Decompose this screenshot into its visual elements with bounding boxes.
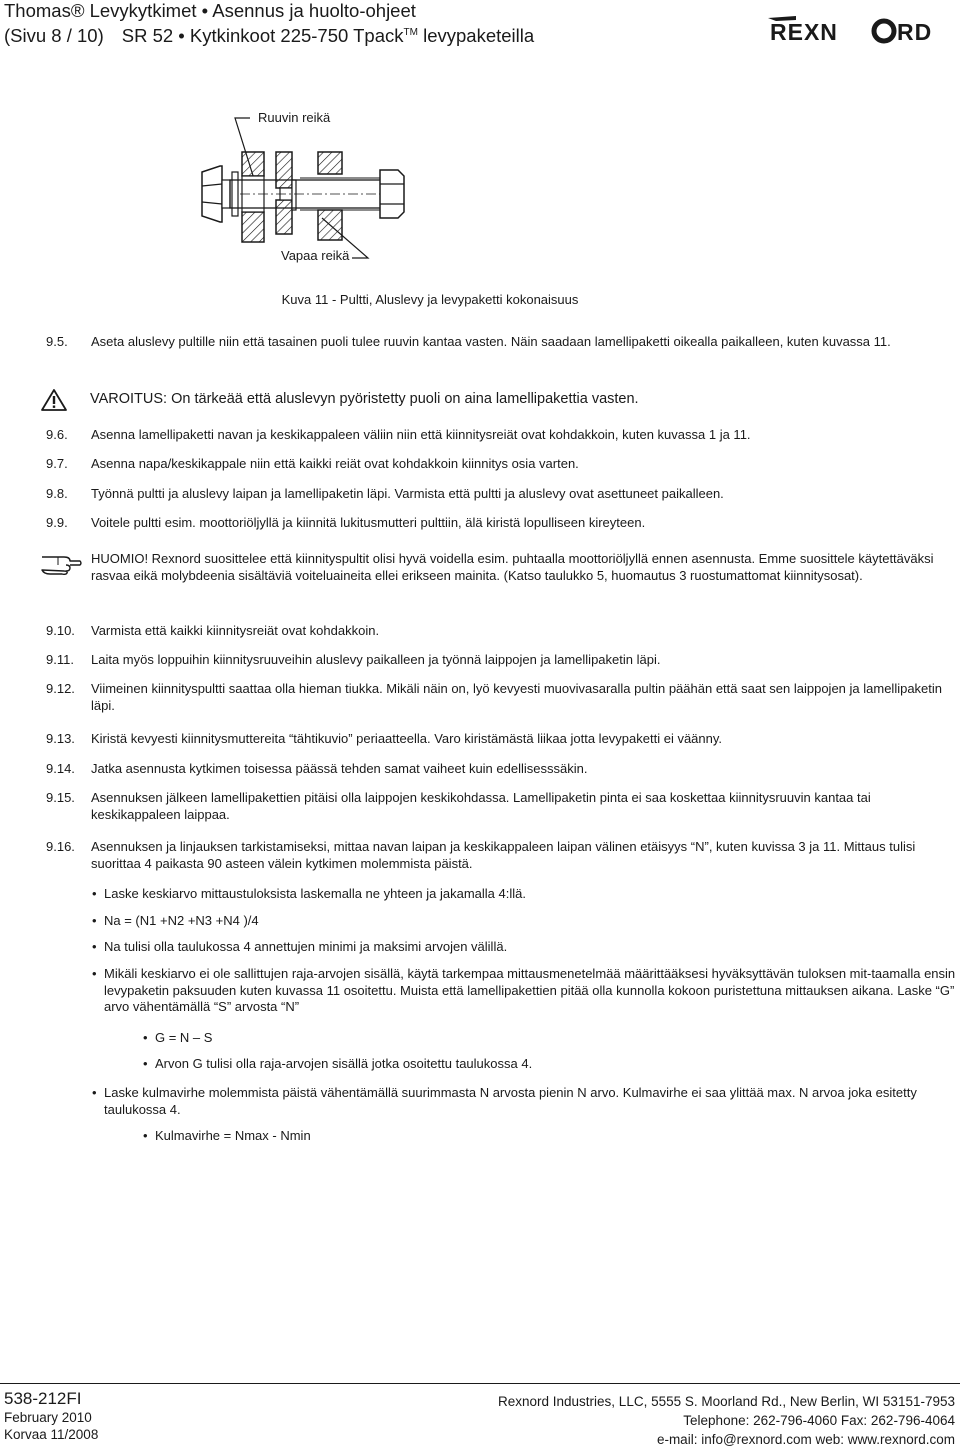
bullet-text: Laske kulmavirhe molemmista päistä vähentämällä suurimmasta N arvosta pienin N arvo. Kulmavirhe ei saa ylittää max. N arvoa joka esitetty taulukossa 4. [104, 1085, 917, 1117]
bullet-dot-icon: • [92, 913, 97, 928]
bullet-dot-icon: • [143, 1056, 148, 1071]
step-text: Asennuksen ja linjauksen tarkistamiseksi, mittaa navan laipan ja keskikappaleen laipan välinen etäisyys “N”, kuten kuvissa 3 ja 11. Mittaus tulisi suorittaa 4 paikasta 90 asteen välein kytkimen molemmista päistä. [91, 839, 916, 871]
bullet-item [92, 939, 956, 956]
page-header [0, 0, 960, 50]
step-number: 9.9. [46, 515, 68, 530]
bullet-text: Kulmavirhe = Nmax - Nmin [155, 1128, 311, 1143]
bullet-text: G = N – S [155, 1030, 213, 1045]
step-9-11 [46, 652, 956, 669]
bullet-text: Laske keskiarvo mittaustuloksista laskemalla ne yhteen ja jakamalla 4:llä. [104, 886, 526, 901]
washer [232, 172, 238, 216]
figure-caption: Kuva 11 - Pultti, Aluslevy ja levypaketti kokonaisuus [281, 292, 579, 307]
step-number: 9.16. [46, 839, 75, 854]
step-number: 9.14. [46, 761, 75, 776]
bullet-dot-icon: • [92, 1085, 97, 1100]
bullet-text: Na tulisi olla taulukossa 4 annettujen minimi ja maksimi arvojen välillä. [104, 939, 508, 954]
document-number: 538-212FI [4, 1389, 82, 1408]
step-text: Jatka asennusta kytkimen toisessa päässä tehden samat vaiheet kuin edellisesssäkin. [91, 761, 588, 776]
step-number: 9.7. [46, 456, 68, 471]
step-text: Asennuksen jälkeen lamellipakettien pitäisi olla laippojen keskikohdassa. Lamellipaketin pinta ei saa koskettaa kiinnitysruuvin kantaa tai keskikappaleen laippaa. [91, 790, 871, 822]
header-title: Thomas® Levykytkimet • Asennus ja huolto-ohjeet [4, 0, 416, 21]
step-number: 9.15. [46, 790, 75, 805]
footer-divider [0, 1383, 960, 1384]
step-9-10 [46, 623, 956, 640]
footer-right [498, 1392, 955, 1449]
header-tm: TM [403, 27, 418, 38]
header-product: SR 52 • Kytkinkoot 225-750 Tpack [121, 25, 404, 47]
step-9-14 [46, 761, 956, 778]
svg-text:RD: RD [897, 19, 933, 45]
step-text: Varmista että kaikki kiinnitysreiät ovat kohdakkoin. [91, 623, 380, 638]
step-text: Voitele pultti esim. moottoriöljyllä ja kiinnitä lukitusmutteri pulttiin, älä kiristä lopulliseen kireyteen. [91, 515, 646, 530]
hex-nut-left [202, 166, 230, 222]
bullet-item [92, 913, 956, 930]
step-9-16 [46, 839, 956, 872]
center-flange [318, 152, 342, 240]
step-9-7 [46, 456, 956, 473]
company-web: e-mail: info@rexnord.com web: www.rexnord.com [656, 1432, 955, 1447]
step-number: 9.12. [46, 681, 75, 696]
step-text: Työnnä pultti ja aluslevy laipan ja lamellipaketin läpi. Varmista että pultti ja aluslevy ovat asettuneet paikalleen. [91, 486, 724, 501]
step-number: 9.13. [46, 731, 75, 746]
step-number: 9.6. [46, 427, 68, 442]
rexnord-logo [766, 12, 956, 46]
step-9-5 [46, 334, 956, 351]
warning-block [40, 390, 950, 408]
bullet-dot-icon: • [92, 939, 97, 954]
step-text: Aseta aluslevy pultille niin että tasainen puoli tulee ruuvin kantaa vasten. Näin saadaan lamellipaketti oikealla paikalleen, kuten kuvassa 11. [91, 334, 891, 349]
pointing-hand-icon [40, 551, 82, 575]
bullet-text: Mikäli keskiarvo ei ole sallittujen raja-arvojen sisällä, käytä tarkempaa mittausmenetelmää määrittääksesi hyväksyttävän tuloksen mit-taamalla ensin levypaketin paksuuden kuten kuvassa 11 osoitettu. Muista että lamellipakettien pitää olla kunnolla kokoon puristettuna mittauksen aikana. Laske “G” arvo vähentämällä “S” arvosta “N” [104, 966, 956, 1014]
step-number: 9.5. [46, 334, 68, 349]
bullet-item [92, 886, 956, 903]
svg-text:REXN: REXN [770, 19, 838, 45]
step-number: 9.10. [46, 623, 75, 638]
disc-pack [276, 152, 296, 234]
bullet-item [143, 1056, 956, 1073]
bolt-assembly-figure [180, 100, 620, 275]
hub-flange [242, 152, 264, 242]
step-9-15 [46, 790, 956, 823]
warning-text: VAROITUS: On tärkeää että aluslevyn pyöristetty puoli on aina lamellipakettia vasten. [90, 391, 639, 407]
step-number: 9.8. [46, 486, 68, 501]
step-9-8 [46, 486, 956, 503]
step-text: Asenna napa/keskikappale niin että kaikki reiät ovat kohdakkoin kiinnitys osia varten. [91, 456, 579, 471]
label-screw-hole: Ruuvin reikä [258, 110, 331, 125]
step-number: 9.11. [46, 652, 74, 667]
note-text: HUOMIO! Rexnord suosittelee että kiinnityspultit olisi hyvä voidella esim. puhtaalla moottoriöljyllä ennen asennusta. Emme suosittele käytettäväksi rasvaa eikä molybdeenia sisältäviä voiteluaineita ellei erikseen mainita. (Katso taulukko 5, huomautus 3 ruostumattomat kiinnitysosat). [91, 551, 934, 583]
bolt-assembly-drawing [180, 100, 620, 275]
header-page: (Sivu 8 / 10) [4, 25, 104, 47]
step-9-13 [46, 731, 956, 748]
header-subtitle [4, 23, 534, 46]
step-text: Laita myös loppuihin kiinnitysruuveihin aluslevy paikalleen ja työnnä laippojen ja lamellipaketin läpi. [91, 652, 661, 667]
step-text: Asenna lamellipaketti navan ja keskikappaleen väliin niin että kiinnitysreiät ovat kohdakkoin, kuten kuvassa 1 ja 11. [91, 427, 751, 442]
bullet-item [92, 966, 956, 1016]
document-replaces: Korvaa 11/2008 [4, 1427, 99, 1442]
step-text: Viimeinen kiinnityspultti saattaa olla hieman tiukka. Mikäli näin on, lyö kevyesti muovivasaralla pultin päähän että saat sen laippojen ja lamellipaketin läpi. [91, 681, 943, 713]
footer-left [4, 1389, 98, 1443]
step-9-12 [46, 681, 956, 714]
warning-triangle-icon [40, 388, 68, 412]
bullet-text: Arvon G tulisi olla raja-arvojen sisällä jotka osoitettu taulukossa 4. [155, 1056, 533, 1071]
step-9-9 [46, 515, 956, 532]
bullet-item [143, 1128, 956, 1145]
header-product-suffix: levypaketeilla [417, 25, 535, 47]
document-date: February 2010 [4, 1410, 92, 1425]
bullet-dot-icon: • [92, 966, 97, 981]
hex-head-right [380, 170, 404, 218]
bullet-item [143, 1030, 956, 1047]
bullet-text: Na = (N1 +N2 +N3 +N4 )/4 [104, 913, 259, 928]
company-address: Rexnord Industries, LLC, 5555 S. Moorland Rd., New Berlin, WI 53151-7953 [498, 1394, 955, 1409]
step-text: Kiristä kevyesti kiinnitysmuttereita “tähtikuvio” periaatteella. Varo kiristämästä liikaa jotta levypaketti ei väänny. [91, 731, 723, 746]
note-block [40, 551, 956, 584]
company-phone: Telephone: 262-796-4060 Fax: 262-796-4064 [683, 1413, 955, 1428]
bullet-dot-icon: • [143, 1128, 148, 1143]
bullet-dot-icon: • [92, 886, 97, 901]
bullet-item [92, 1085, 956, 1118]
step-9-6 [46, 427, 956, 444]
label-clearance-hole: Vapaa reikä [281, 248, 350, 263]
bullet-dot-icon: • [143, 1030, 148, 1045]
